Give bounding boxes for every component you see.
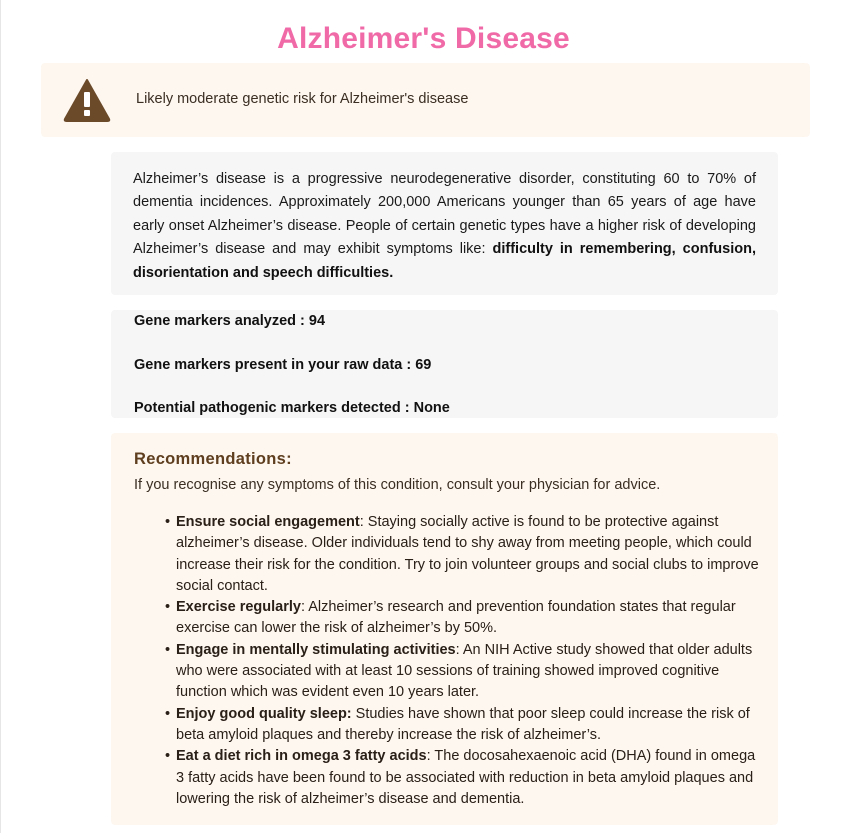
stat-markers-analyzed: Gene markers analyzed : 94 <box>134 313 326 329</box>
recommendation-text: : An NIH Active study showed that older adults who were associated with at least 10 sessions of training showed improved cognitive function which was evident even 10 years later. <box>176 641 753 701</box>
stat-pathogenic-markers: Potential pathogenic markers detected : None <box>134 400 450 416</box>
warning-triangle-icon <box>63 78 111 122</box>
recommendation-item <box>176 640 764 704</box>
description-text: Alzheimer’s disease is a progressive neurodegenerative disorder, constituting 60 to 70% of dementia incidences. Approximately 200,000 Americans younger than 65 years of age have early onset Alzheimer’s disease. People of certain genetic types have a higher risk of developing Alzheimer’s disease and may exhibit symptoms like: <box>133 171 756 258</box>
recommendation-item <box>176 704 764 747</box>
stat-markers-present: Gene markers present in your raw data : 69 <box>134 357 432 373</box>
risk-alert-banner <box>41 63 810 137</box>
gene-marker-stats <box>111 310 778 418</box>
recommendation-text: : Staying socially active is found to be protective against alzheimer’s disease. Older individuals tend to shy away from meeting people, which could increase their risk for the condition. Try to join volunteer groups and social clubs to improve social contact. <box>176 514 759 594</box>
recommendation-text: Studies have shown that poor sleep could increase the risk of beta amyloid plaques and thereby increase the risk of alzheimer’s. <box>176 705 750 743</box>
recommendations-panel <box>111 433 778 825</box>
recommendation-title: Enjoy good quality sleep: <box>176 705 352 722</box>
recommendations-heading: Recommendations: <box>134 450 292 468</box>
recommendation-text: : The docosahexaenoic acid (DHA) found in omega 3 fatty acids have been found to be associated with reduction in beta amyloid plaques and lowering the risk of alzheimer’s disease and dementia. <box>176 748 756 807</box>
recommendation-title: Ensure social engagement <box>176 514 360 530</box>
recommendation-item <box>176 597 764 640</box>
condition-description <box>111 152 778 295</box>
recommendation-item <box>176 746 764 810</box>
description-symptoms: difficulty in remembering, confusion, disorientation and speech difficulties. <box>133 241 756 281</box>
recommendation-title: Engage in mentally stimulating activities <box>176 641 456 658</box>
page-title: Alzheimer's Disease <box>277 22 570 55</box>
recommendations-list <box>176 512 764 810</box>
recommendation-text: : Alzheimer’s research and prevention foundation states that regular exercise can lower the risk of alzheimer’s by 50%. <box>176 599 736 637</box>
recommendations-intro: If you recognise any symptoms of this condition, consult your physician for advice. <box>134 477 661 493</box>
recommendation-title: Exercise regularly <box>176 599 301 616</box>
page-left-border <box>0 0 1 833</box>
recommendation-title: Eat a diet rich in omega 3 fatty acids <box>176 748 427 765</box>
recommendation-item <box>176 512 764 597</box>
risk-alert-text: Likely moderate genetic risk for Alzheimer's disease <box>136 91 469 107</box>
